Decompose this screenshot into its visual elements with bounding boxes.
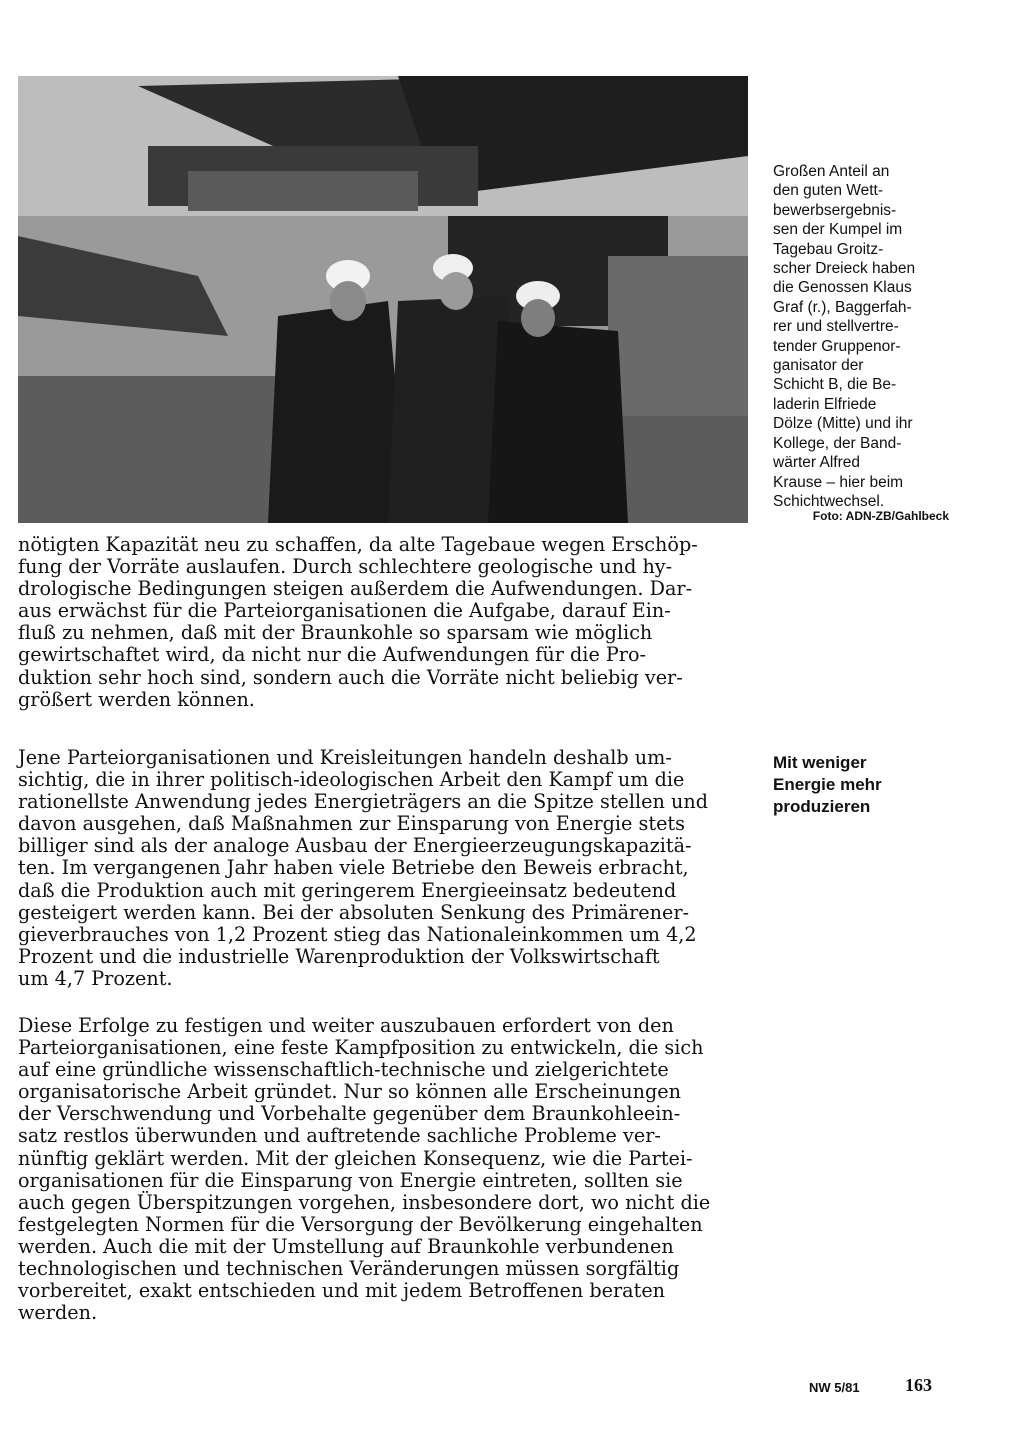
- footer-issue: NW 5/81: [809, 1380, 860, 1395]
- body-paragraph-3: Diese Erfolge zu festigen und weiter auszubauen erfordert von den Parteiorganisationen, eine feste Kampfposition zu entwickeln, die sich auf eine gründliche wissenschaftlich-technische und zielgerichtete organisatorische Arbeit gründet. Nur so können alle Erscheinungen der Verschwendung und Vorbehalte gegenüber dem Braunkohleein- satz restlos überwunden und auftretende sachliche Probleme ver- nünftig geklärt werden. Mit der gleichen Konsequenz, wie die Partei- organisationen für die Einsparung von Energie eintreten, sollten sie auch gegen Überspitzungen vorgehen, insbesondere dort, wo nicht die festgelegten Normen für die Versorgung der Bevölkerung eingehalten werden. Auch die mit der Umstellung auf Braunkohle verbundenen technologischen und technischen Veränderungen müssen sorgfältig vorbereitet, exakt entschieden und mit jedem Betroffenen beraten werden.: [18, 1014, 711, 1325]
- photo-caption: Großen Anteil an den guten Wett- bewerbsergebnis- sen der Kumpel im Tagebau Groitz- scher Dreieck haben die Genossen Klaus Graf (r.), Baggerfah- rer und stellvertre- tender Gruppenor- ganisator der Schicht B, die Be- laderin Elfriede Dölze (Mitte) und ihr Kollege, der Band- wärter Alfred Krause – hier beim Schichtwechsel.: [773, 163, 916, 510]
- body-paragraph-1: nötigten Kapazität neu zu schaffen, da alte Tagebaue wegen Erschöp- fung der Vorräte auslaufen. Durch schlechtere geologische und hy- drologische Bedingungen steigen außerdem die Aufwendungen. Dar- aus erwächst für die Parteiorganisationen die Aufgabe, darauf Ein- fluß zu nehmen, daß mit der Braunkohle so sparsam wie möglich gewirtschaftet wird, da nicht nur die Aufwendungen für die Pro- duktion sehr hoch sind, sondern auch die Vorräte nicht beliebig ver- größert werden können.: [18, 533, 698, 711]
- body-paragraph-2: Jene Parteiorganisationen und Kreisleitungen handeln deshalb um- sichtig, die in ihrer politisch-ideologischen Arbeit den Kampf um die rationellste Anwendung jedes Energieträgers an die Spitze stellen und davon ausgehen, daß Maßnahmen zur Einsparung von Energie stets billiger sind als der analoge Ausbau der Energieerzeugungskapazitä- ten. Im vergangenen Jahr haben viele Betriebe den Beweis erbracht, daß die Produktion auch mit geringerem Energieeinsatz bedeutend gesteigert werden kann. Bei der absoluten Senkung des Primärener- gieverbrauches von 1,2 Prozent stieg das Nationaleinkommen um 4,2 Prozent und die industrielle Warenproduktion der Volkswirtschaft um 4,7 Prozent.: [18, 746, 708, 990]
- margin-heading: Mit weniger Energie mehr produzieren: [773, 753, 882, 816]
- photo-credit: Foto: ADN-ZB/Gahlbeck: [812, 509, 949, 523]
- page-number: 163: [905, 1375, 932, 1395]
- photo-excavator-workers: [18, 76, 748, 523]
